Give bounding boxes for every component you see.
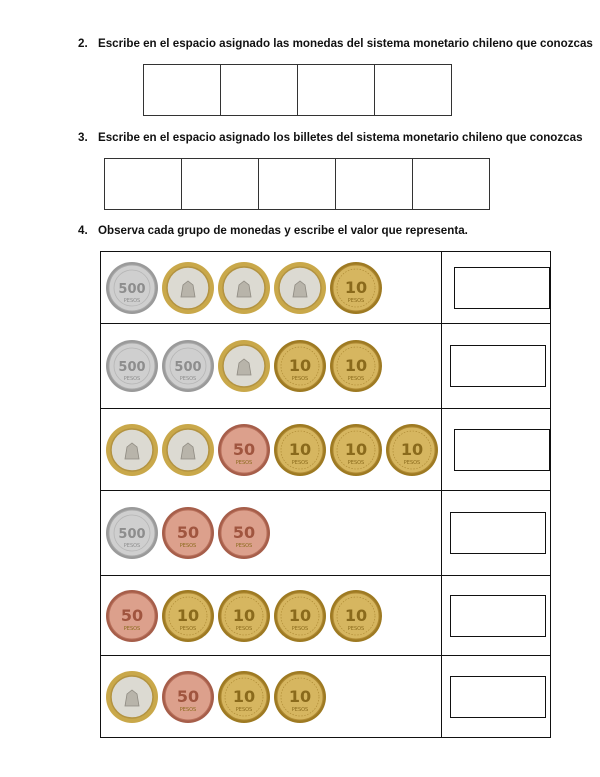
coin-group-row xyxy=(101,491,551,576)
coin-value-label: 50 xyxy=(232,523,256,542)
question-2 xyxy=(78,37,593,50)
coin-value-label: 50 xyxy=(120,605,144,625)
coin-pesos-label: PESOS xyxy=(179,625,197,632)
coin-pesos-label: PESOS xyxy=(123,543,141,549)
coin-group-cell xyxy=(101,252,442,324)
coin-10-icon xyxy=(385,423,439,477)
coin-pesos-label: PESOS xyxy=(291,706,309,713)
coin-10-icon xyxy=(329,261,383,315)
coin-answer-box[interactable] xyxy=(297,64,375,116)
bill-answer-box[interactable] xyxy=(258,158,336,210)
value-answer-box[interactable] xyxy=(450,595,546,637)
coin-answer-box[interactable] xyxy=(374,64,452,116)
coin-value-label: 500 xyxy=(118,360,146,375)
coin-50-icon xyxy=(161,506,215,560)
coin-pesos-label: PESOS xyxy=(291,625,309,632)
coin-100-icon xyxy=(217,339,271,393)
value-answer-box[interactable] xyxy=(450,512,546,554)
coin-group-cell xyxy=(101,576,442,656)
coin-10-icon xyxy=(273,423,327,477)
coin-group xyxy=(101,589,441,643)
coin-pesos-label: PESOS xyxy=(235,625,253,632)
coin-group xyxy=(101,670,441,724)
value-answer-box[interactable] xyxy=(454,429,550,471)
question-4-text: Observa cada grupo de monedas y escribe el valor que representa. xyxy=(98,224,468,237)
question-3-number: 3. xyxy=(78,131,88,144)
coin-group xyxy=(101,423,441,477)
value-answer-cell xyxy=(442,324,551,409)
coin-group xyxy=(101,261,441,315)
coin-value-label: 10 xyxy=(344,439,368,459)
value-answer-box[interactable] xyxy=(450,676,546,718)
coin-10-icon xyxy=(273,339,327,393)
coin-pesos-label: PESOS xyxy=(123,297,141,304)
coin-100-icon xyxy=(161,261,215,315)
coin-pesos-label: PESOS xyxy=(347,297,365,304)
coin-pesos-label: PESOS xyxy=(235,459,253,466)
coin-value-label: 10 xyxy=(400,439,424,459)
coin-group xyxy=(101,506,441,560)
coin-10-icon xyxy=(273,589,327,643)
coin-10-icon xyxy=(329,339,383,393)
coin-group-row xyxy=(101,409,551,491)
coin-group-row xyxy=(101,576,551,656)
coin-pesos-label: PESOS xyxy=(291,376,309,382)
question-2-number: 2. xyxy=(78,37,88,50)
coin-500-icon xyxy=(105,339,159,393)
coin-100-icon xyxy=(105,423,159,477)
coin-value-label: 10 xyxy=(232,605,256,625)
coin-pesos-label: PESOS xyxy=(347,459,365,466)
coin-value-label: 10 xyxy=(288,605,312,625)
coin-group-cell xyxy=(101,409,442,491)
coin-pesos-label: PESOS xyxy=(347,625,365,632)
coin-50-icon xyxy=(161,670,215,724)
coin-group-row xyxy=(101,324,551,409)
coin-value-label: 10 xyxy=(344,277,368,297)
coin-pesos-label: PESOS xyxy=(179,376,197,382)
coin-value-label: 50 xyxy=(232,439,256,459)
coin-pesos-label: PESOS xyxy=(179,706,197,713)
value-answer-cell xyxy=(442,409,551,491)
coin-10-icon xyxy=(161,589,215,643)
coin-500-icon xyxy=(105,261,159,315)
coin-group-cell xyxy=(101,656,442,738)
coin-pesos-label: PESOS xyxy=(123,376,141,382)
coin-answer-box[interactable] xyxy=(220,64,298,116)
coin-value-label: 500 xyxy=(118,527,146,542)
coin-100-icon xyxy=(217,261,271,315)
coin-10-icon xyxy=(217,670,271,724)
coin-value-label: 10 xyxy=(344,605,368,625)
coin-pesos-label: PESOS xyxy=(235,543,253,549)
value-answer-cell xyxy=(442,252,551,324)
coin-group-row xyxy=(101,656,551,738)
coin-group-cell xyxy=(101,491,442,576)
coin-100-icon xyxy=(273,261,327,315)
coin-group-row xyxy=(101,252,551,324)
coin-50-icon xyxy=(217,423,271,477)
value-answer-cell xyxy=(442,656,551,738)
coin-group xyxy=(101,339,441,393)
coin-groups-table xyxy=(100,251,551,738)
value-answer-box[interactable] xyxy=(454,267,550,309)
coin-pesos-label: PESOS xyxy=(291,459,309,466)
coin-50-icon xyxy=(105,589,159,643)
coin-100-icon xyxy=(105,670,159,724)
coin-500-icon xyxy=(105,506,159,560)
coin-pesos-label: PESOS xyxy=(235,706,253,713)
value-answer-cell xyxy=(442,576,551,656)
coin-value-label: 10 xyxy=(288,356,312,375)
coin-pesos-label: PESOS xyxy=(123,625,141,632)
coin-10-icon xyxy=(329,423,383,477)
bill-answer-box[interactable] xyxy=(104,158,182,210)
coin-500-icon xyxy=(161,339,215,393)
coin-10-icon xyxy=(329,589,383,643)
coin-value-label: 10 xyxy=(344,356,368,375)
coin-value-label: 500 xyxy=(174,360,202,375)
bill-answer-box[interactable] xyxy=(412,158,490,210)
coin-value-label: 10 xyxy=(288,686,312,706)
coin-50-icon xyxy=(217,506,271,560)
coin-value-label: 10 xyxy=(288,439,312,459)
coin-value-label: 500 xyxy=(118,281,146,297)
coin-value-label: 10 xyxy=(232,686,256,706)
question-3 xyxy=(78,131,583,144)
question-4 xyxy=(78,224,468,237)
coin-group-cell xyxy=(101,324,442,409)
coin-100-icon xyxy=(161,423,215,477)
coin-answer-box[interactable] xyxy=(143,64,221,116)
coin-10-icon xyxy=(273,670,327,724)
coin-value-label: 50 xyxy=(176,523,200,542)
value-answer-cell xyxy=(442,491,551,576)
bill-answer-box[interactable] xyxy=(335,158,413,210)
question-3-text: Escribe en el espacio asignado los billetes del sistema monetario chileno que conozcas xyxy=(98,131,583,144)
coins-answer-boxes xyxy=(143,64,452,116)
coin-pesos-label: PESOS xyxy=(179,543,197,549)
coin-pesos-label: PESOS xyxy=(347,376,365,382)
bills-answer-boxes xyxy=(104,158,490,210)
coin-value-label: 50 xyxy=(176,686,200,706)
coin-10-icon xyxy=(217,589,271,643)
value-answer-box[interactable] xyxy=(450,345,546,387)
coin-pesos-label: PESOS xyxy=(403,459,421,466)
coin-value-label: 10 xyxy=(176,605,200,625)
question-2-text: Escribe en el espacio asignado las monedas del sistema monetario chileno que conozcas xyxy=(98,37,593,50)
question-4-number: 4. xyxy=(78,224,88,237)
bill-answer-box[interactable] xyxy=(181,158,259,210)
